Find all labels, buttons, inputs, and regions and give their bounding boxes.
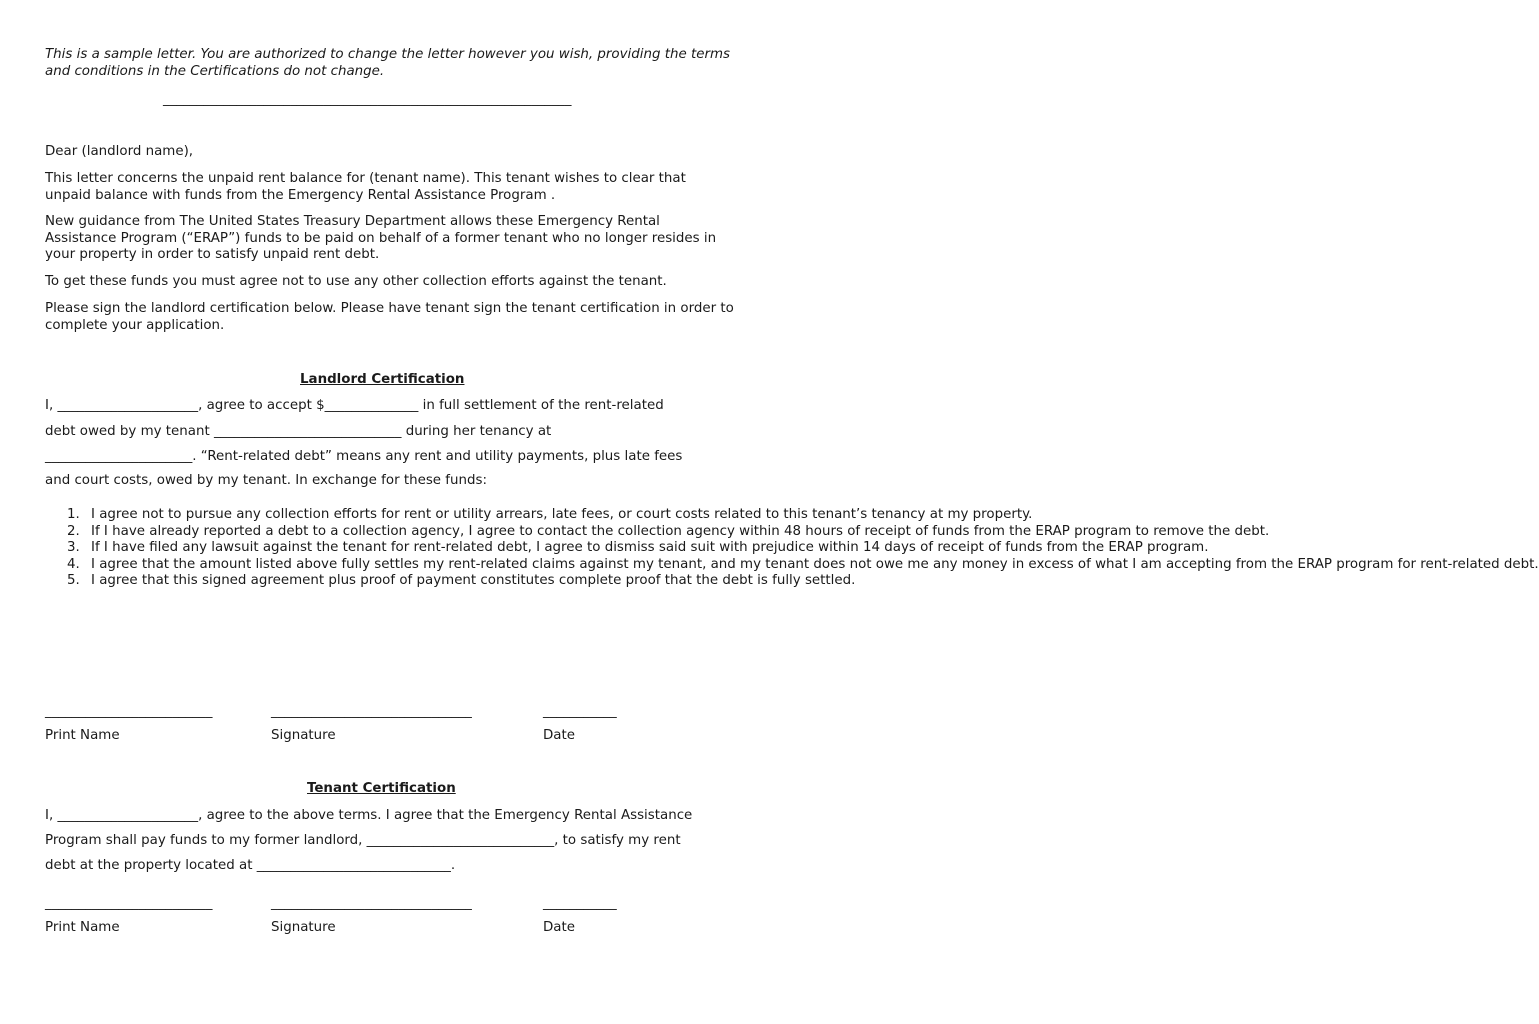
list-item-text: If I have already reported a debt to a collection agency, I agree to contact the collection agency within 48 hours of receipt of funds from the ERAP program to remove the debt.: [91, 523, 1270, 539]
paragraph-treasury-guidance: New guidance from The United States Treasury Department allows these Emergency Rental Assistance Program (“ERAP”) funds to be paid on behalf of a former tenant who no longer resides in your property in order to satisfy unpaid rent debt.: [45, 214, 717, 262]
list-item-text: If I have filed any lawsuit against the tenant for rent-related debt, I agree to dismiss said suit with prejudice within 14 days of receipt of funds from the ERAP program.: [91, 540, 1209, 555]
landlord-print-name-line: _________________________: [45, 704, 213, 719]
landlord-print-name-label: Print Name: [45, 728, 120, 743]
landlord-line-4: and court costs, owed by my tenant. In exchange for these funds:: [45, 473, 487, 488]
tenant-line-3: debt at the property located at _____________________________.: [45, 858, 456, 873]
landlord-line-1: I, _____________________, agree to accept $______________ in full settlement of the rent-related: [45, 398, 664, 413]
tenant-signature-label: Signature: [271, 920, 336, 935]
tenant-date-label: Date: [543, 920, 576, 935]
tenant-print-name-line: _________________________: [45, 896, 213, 911]
list-item-text: I agree that the amount listed above fully settles my rent-related claims against my tenant, and my tenant does not owe me any money in excess of what I am accepting from the ERAP program for rent-related debt.: [91, 556, 1539, 572]
list-item-number: 4.: [67, 556, 80, 572]
paragraph-unpaid-balance: This letter concerns the unpaid rent balance for (tenant name). This tenant wishes to clear that unpaid balance with funds from the Emergency Rental Assistance Program .: [45, 171, 686, 203]
landlord-certification-heading: Landlord Certification: [300, 372, 465, 387]
landlord-date-label: Date: [543, 728, 576, 743]
list-item-number: 1.: [67, 507, 80, 522]
tenant-print-name-label: Print Name: [45, 920, 120, 935]
list-item-number: 2.: [67, 523, 80, 539]
list-item: [45, 523, 1270, 541]
landlord-line-3: ______________________. “Rent-related debt” means any rent and utility payments, plus late fees: [45, 449, 683, 464]
list-item: [45, 556, 1539, 574]
list-item-text: I agree not to pursue any collection efforts for rent or utility arrears, late fees, or court costs related to this tenant’s tenancy at my property.: [91, 507, 1033, 522]
tenant-certification-heading: Tenant Certification: [307, 781, 456, 796]
intro-note: This is a sample letter. You are authorized to change the letter however you wish, providing the terms and conditions in the Certifications do not change.: [45, 47, 730, 79]
landlord-signature-label: Signature: [271, 728, 336, 743]
list-item-number: 3.: [67, 540, 80, 555]
tenant-signature-line: ______________________________: [271, 896, 472, 911]
tenant-line-2: Program shall pay funds to my former landlord, ____________________________, to satisfy my rent: [45, 833, 681, 848]
list-item: [45, 540, 1209, 557]
landlord-date-line: ___________: [543, 704, 617, 719]
divider-line: _____________________________________________________________: [163, 92, 572, 107]
list-item: [45, 507, 1033, 524]
landlord-line-2: debt owed by my tenant ____________________________ during her tenancy at: [45, 424, 552, 439]
paragraph-sign-instructions: Please sign the landlord certification below. Please have tenant sign the tenant certification in order to complete your application.: [45, 301, 734, 333]
landlord-terms-list: [45, 507, 1539, 590]
list-item: [45, 573, 856, 590]
tenant-line-1: I, _____________________, agree to the above terms. I agree that the Emergency Rental Assistance: [45, 808, 693, 823]
paragraph-collection-efforts: To get these funds you must agree not to use any other collection efforts against the tenant.: [45, 274, 667, 289]
list-item-text: I agree that this signed agreement plus proof of payment constitutes complete proof that the debt is fully settled.: [91, 573, 856, 588]
list-item-number: 5.: [67, 573, 80, 588]
tenant-date-line: ___________: [543, 896, 617, 911]
salutation: Dear (landlord name),: [45, 144, 194, 159]
landlord-signature-line: ______________________________: [271, 704, 472, 719]
